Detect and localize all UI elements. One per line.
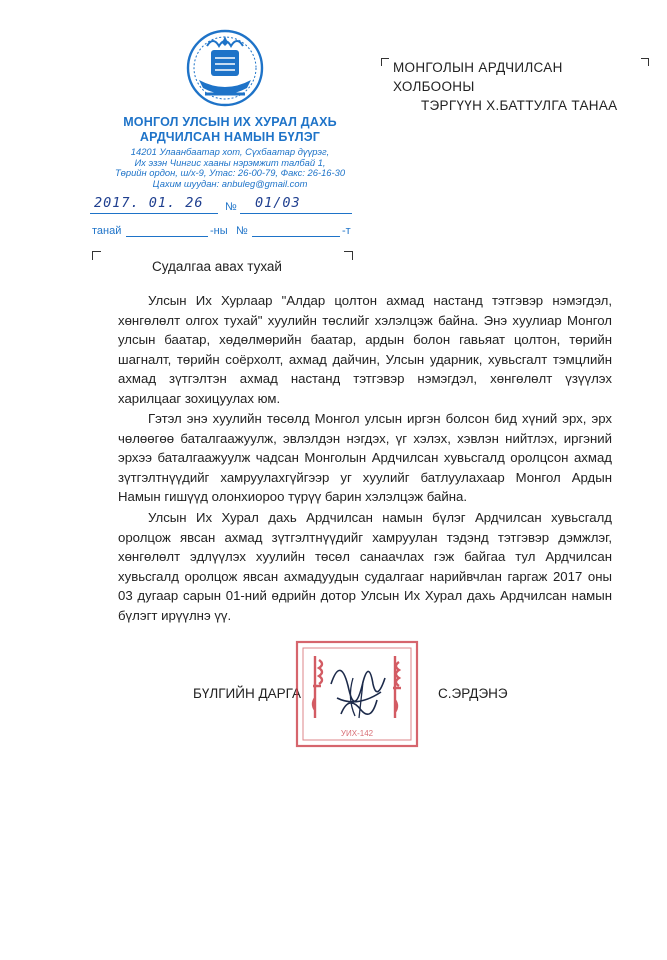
subject: Судалгаа авах тухай (152, 259, 282, 274)
addressee-line1: МОНГОЛЫН АРДЧИЛСАН ХОЛБООНЫ (393, 60, 563, 94)
signatory-title: БҮЛГИЙН ДАРГА (193, 686, 302, 701)
email-line: Цахим шуудан: anbuleg@gmail.com (152, 177, 308, 189)
tanai-label: танай (92, 225, 122, 237)
org-name-line1: МОНГОЛ УЛСЫН ИХ ХУРАЛ ДАХЬ (123, 115, 337, 129)
corner-mark (381, 58, 389, 66)
body-paragraph-1: Улсын Их Хурлаар "Алдар цолтон ахмад настанд тэтгэвэр нэмэгдэл, хөнгөлөлт олгох тухай" хуулийн төслийг хэлэлцэж байна. Энэ хуулиар Монгол улсын баатар, хөдөлмөрийн баатар, ардын болон гавьяат цолтон, төрийн шагналт, төрийн соёрхолт, ахмад дайчин, Улсын ударник, хувьсгалт тэмцлийн ахмад зүтгэлтэн ахмад настанд тэтгэвэр нэмэгдэл, хөнгөлөлт үзүүлэх харилцааг зохицуулах юм. (118, 293, 612, 406)
letter-number: 01/03 (255, 195, 301, 211)
org-name-line2: АРДЧИЛСАН НАМЫН БҮЛЭГ (139, 130, 321, 144)
body-paragraph-3: Улсын Их Хурал дахь Ардчилсан намын бүлэг Ардчилсан хувьсгалд оролцож явсан ахмад зүтгэлтнүүдийг хамруулан тэдэнд тэтгэвэр дэмжлэг, хөнгөлөлт эдлүүлэх хуулийн төсөл санаачлах гэж байгаа тул Ардчилсан хувьсгалд оролцож явсан ахмадуудын судалгааг нарийвчлан гаргаж 2017 оны 03 дугаар сарын 01-ний өдрийн дотор Улсын Их Хурал дахь Ардчилсан намын бүлэгт ирүүлнэ үү. (118, 510, 612, 623)
body-paragraph-2: Гэтэл энэ хуулийн төсөлд Монгол улсын иргэн болсон бид хүний эрх, эрх чөлөөгөө баталгаажуулж, эвлэлдэн нэгдэх, үг хэлэх, хэвлэн нийтлэх, иргэний эрхээ баталгаажуулж чадсан Монголын Ардчилсан хувьсгалд оролцсон ахмад зүтгэлтнүүдийг хамруулахгүйгээр уг хуулийг батлуулахаар Монгол Ардын Намын гишүүд олонхиороо түрүү барин хэлэлцэж байна. (118, 411, 612, 505)
reply-reference-line (92, 225, 354, 241)
handwritten-signature-icon (331, 670, 385, 718)
date-number-line (90, 196, 352, 216)
stamp-text: УИХ-142 (340, 729, 374, 738)
org-name (96, 115, 364, 145)
number-label: № (225, 201, 237, 213)
addressee (393, 58, 643, 115)
corner-mark (92, 251, 101, 260)
no-label: № (236, 225, 248, 237)
signatory-name: С.ЭРДЭНЭ (438, 686, 508, 701)
letter-date: 2017. 01. 26 (94, 195, 204, 211)
addressee-line2: ТЭРГҮҮН Х.БАТТУЛГА ТАНАА (421, 98, 618, 113)
address-line: Их эзэн Чингис хааны нэрэмжит талбай 1, (134, 156, 326, 168)
t-label: -т (342, 225, 351, 237)
corner-mark (344, 251, 353, 260)
red-seal-stamp-icon (291, 638, 423, 750)
address-line: Төрийн ордон, ш/х-9, Утас: 26-00-79, Факс: 26-16-30 (114, 167, 346, 179)
ny-label: -ны (210, 225, 228, 237)
org-address (96, 147, 364, 189)
address-line: 14201 Улаанбаатар хот, Сүхбаатар дүүрэг, (130, 146, 330, 157)
mongolia-state-emblem-icon (185, 28, 265, 110)
